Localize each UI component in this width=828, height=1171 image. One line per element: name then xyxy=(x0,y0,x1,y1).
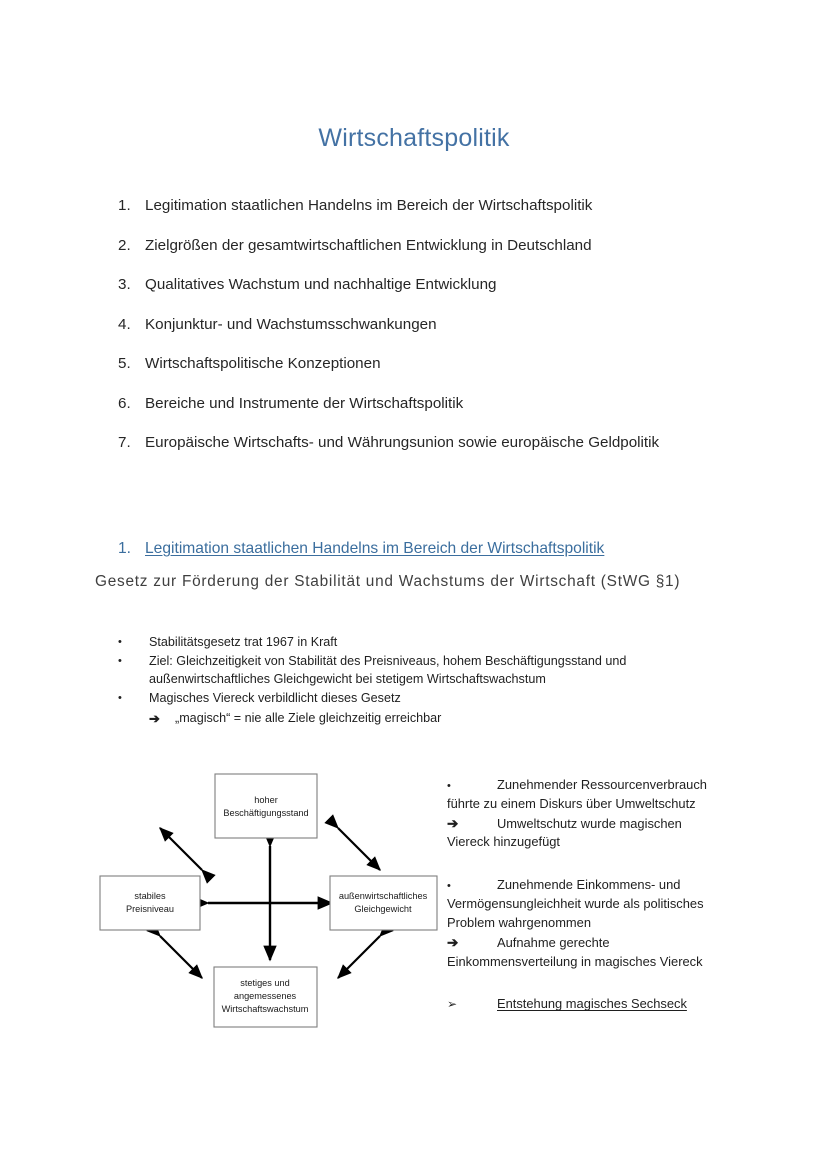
note-line: Problem wahrgenommen xyxy=(447,914,592,930)
outline-list xyxy=(118,196,718,473)
diagram-canvas xyxy=(90,762,450,1042)
list-item-number: 5. xyxy=(118,355,131,373)
list-item-label: Wirtschaftspolitische Konzeptionen xyxy=(145,355,381,373)
list-item-number: 1. xyxy=(118,197,131,214)
arrow-bottom-right xyxy=(338,936,380,978)
bullet-list xyxy=(118,634,718,728)
note-line: führte zu einem Diskurs über Umweltschutz xyxy=(447,795,696,811)
diagram-box-top-line2: Beschäftigungsstand xyxy=(223,808,309,818)
note-line: Vermögensungleichheit wurde als politisches xyxy=(447,896,704,912)
section-heading xyxy=(118,540,604,558)
list-item xyxy=(118,354,718,374)
note-text: Zunehmende Einkommens- und xyxy=(497,877,681,893)
note-line: Einkommensverteilung in magisches Viereck xyxy=(447,953,703,969)
diagram-box-bottom-line2: angemessenes xyxy=(233,991,297,1001)
diagram-box-right xyxy=(330,876,437,930)
note-final-text: Entstehung magisches Sechseck xyxy=(497,996,687,1012)
arrow-top-left xyxy=(160,828,202,870)
list-item-number: 6. xyxy=(118,394,131,412)
diagram-box-left-line1: stabiles xyxy=(134,891,166,901)
magic-square-diagram xyxy=(90,762,450,1042)
bullet-label: Stabilitätsgesetz trat 1967 in Kraft xyxy=(149,635,338,649)
chevron-right-icon: ➢ xyxy=(447,997,458,1012)
list-item-number: 3. xyxy=(118,276,131,294)
diagram-box-bottom-line1: stetiges und xyxy=(240,978,290,988)
note-line xyxy=(447,814,737,834)
arrow-right-icon: ➔ xyxy=(149,710,160,726)
list-item-label: Bereiche und Instrumente der Wirtschaftspolitik xyxy=(145,394,464,412)
diagram-box-left xyxy=(100,876,200,930)
note-final xyxy=(447,995,737,1014)
list-item xyxy=(118,433,718,453)
diagram-box-right-line1: außenwirtschaftliches xyxy=(338,891,428,901)
diagram-box-left-line2: Preisniveau xyxy=(125,904,175,914)
list-item xyxy=(118,196,718,216)
diagram-box-bottom-line3: Wirtschaftswachstum xyxy=(221,1004,309,1014)
note-text: Umweltschutz wurde magischen xyxy=(497,815,682,831)
page-title: Wirtschaftspolitik xyxy=(318,124,510,152)
list-item-number: 4. xyxy=(118,315,131,333)
bullet-icon: • xyxy=(118,636,122,648)
bullet-icon: • xyxy=(118,691,122,704)
note-line xyxy=(447,933,737,953)
note-line: Viereck hinzugefügt xyxy=(447,834,560,850)
diagram-box-right-line2: Gleichgewicht xyxy=(354,904,412,914)
section-heading-number: 1. xyxy=(118,540,132,557)
list-item-label: Legitimation staatlichen Handelns im Bereich der Wirtschaftspolitik xyxy=(145,197,593,214)
list-item-label: Konjunktur- und Wachstumsschwankungen xyxy=(145,315,437,333)
arrow-bottom-left xyxy=(160,936,202,978)
list-item xyxy=(118,275,718,295)
section-heading-label: Legitimation staatlichen Handelns im Bereich der Wirtschaftspolitik xyxy=(145,540,605,557)
bullet-item xyxy=(118,634,718,652)
bullet-label: Magisches Viereck verbildlicht dieses Gesetz xyxy=(149,690,401,705)
bullet-icon: • xyxy=(118,654,122,667)
section-subheading: Gesetz zur Förderung der Stabilität und Wachstums der Wirtschaft (StWG §1) xyxy=(95,573,681,590)
list-item-number: 2. xyxy=(118,236,131,254)
bullet-label: Ziel: Gleichzeitigkeit von Stabilität des Preisniveaus, hohem Beschäftigungsstand und außenwirtschaftliches Gleichgewicht bei stetigem Wirtschaftswachstum xyxy=(149,653,627,686)
list-item xyxy=(118,394,718,414)
note-line xyxy=(447,776,737,795)
diagram-box-top-line1: hoher xyxy=(254,795,278,805)
arrow-right-icon: ➔ xyxy=(447,815,459,831)
arrow-top-right xyxy=(338,828,380,870)
sub-bullet-label: „magisch“ = nie alle Ziele gleichzeitig erreichbar xyxy=(175,710,442,725)
note-block xyxy=(447,776,737,852)
note-line xyxy=(447,995,737,1014)
list-item-label: Europäische Wirtschafts- und Währungsunion sowie europäische Geldpolitik xyxy=(145,434,660,452)
notes-column xyxy=(447,776,737,1014)
list-item xyxy=(118,315,718,335)
note-block xyxy=(447,876,737,971)
arrow-right-icon: ➔ xyxy=(447,934,459,950)
bullet-item xyxy=(118,690,718,708)
list-item-label: Zielgrößen der gesamtwirtschaftlichen Entwicklung in Deutschland xyxy=(145,236,592,254)
bullet-icon: • xyxy=(447,780,451,792)
diagram-box-top xyxy=(215,774,317,838)
bullet-item xyxy=(118,653,718,689)
list-item-number: 7. xyxy=(118,434,131,452)
bullet-icon: • xyxy=(447,880,451,893)
note-text: Aufnahme gerechte xyxy=(497,934,610,950)
list-item xyxy=(118,236,718,256)
note-line xyxy=(447,876,737,895)
list-item-label: Qualitatives Wachstum und nachhaltige Entwicklung xyxy=(145,276,497,294)
sub-bullet-item xyxy=(149,710,718,728)
note-text: Zunehmender Ressourcenverbrauch xyxy=(497,777,707,792)
